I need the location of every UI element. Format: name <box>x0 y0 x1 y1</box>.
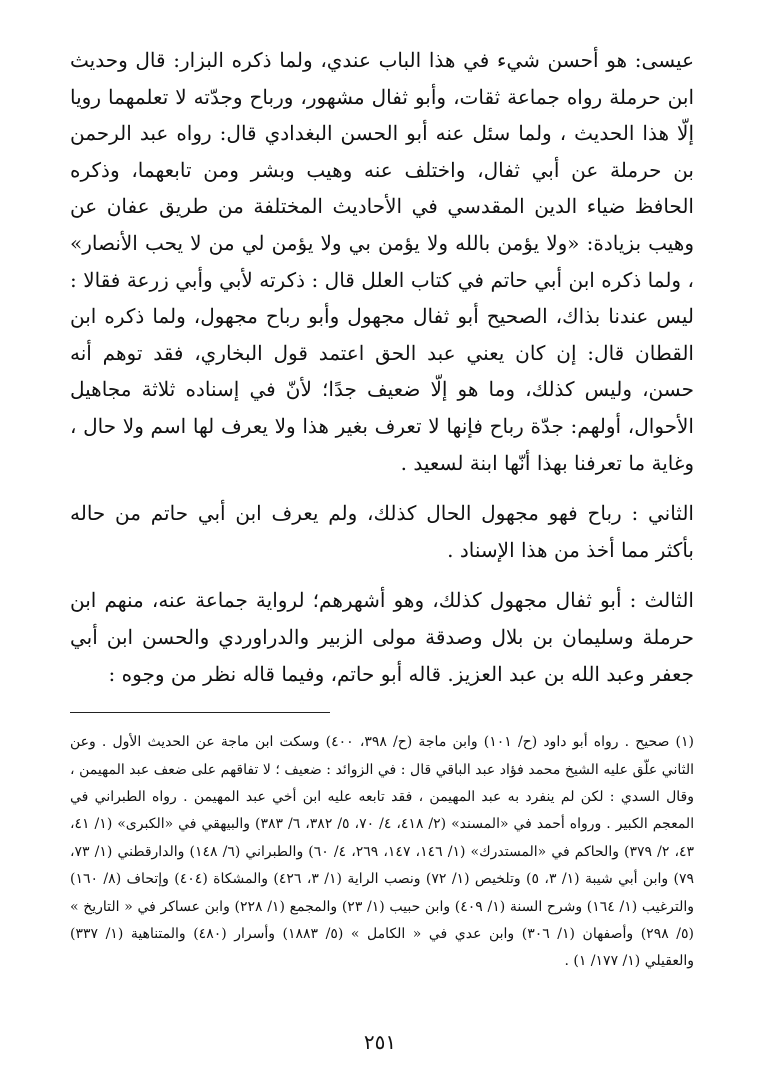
main-text <box>70 42 694 692</box>
footnote-divider <box>70 712 330 713</box>
page-number: ٢٥١ <box>363 1030 397 1054</box>
footnote-text: (١) صحيح . رواه أبو داود (ح/ ١٠١) وابن ماجة (ح/ ٣٩٨، ٤٠٠) وسكت ابن ماجة عن الحديث الأول . وعن الثاني علّق عليه الشيخ محمد فؤاد عبد الباقي قال : في الزوائد : ضعيف ؛ لا تفاقهم على ضعف عبد المهيمن ، وقال السدي : لكن لم ينفرد به عبد المهيمن ، فقد تابعه عليه ابن أخي عبد المهيمن . رواه الطبراني في المعجم الكبير . ورواه أحمد في «المسند» (٢/ ٤١٨، ٤/ ٧٠، ٥/ ٣٨٢، ٦/ ٣٨٣) والبيهقي في «الكبرى» (١/ ٤١، ٤٣، ٢/ ٣٧٩) والحاكم في «المستدرك» (١/ ١٤٦، ١٤٧، ٢٦٩، ٤/ ٦٠) والطبراني (٦/ ١٤٨) والدارقطني (١/ ٧٣، ٧٩) وابن أبي شيبة (١/ ٣، ٥) وتلخيص (١/ ٧٢) ونصب الراية (١/ ٣، ٤٢٦) والمشكاة (٤٠٤) وإتحاف (٨/ ١٦٠) والترغيب (١/ ١٦٤) وشرح السنة (١/ ٤٠٩) وابن حبيب (١/ ٢٣) والمجمع (١/ ٢٢٨) وابن عساكر في « التاريخ » (٥/ ٢٩٨) وأصفهان (١/ ٣٠٦) وابن عدي في « الكامل » (٥/ ١٨٨٣) وأسرار (٤٨٠) والمتناهية (١/ ٣٣٧) والعقيلي (١/ ١٧٧/ ١) . <box>70 734 695 970</box>
paragraph-third: الثالث : أبو ثفال مجهول كذلك، وهو أشهرهم؛ لرواية جماعة عنه، منهم ابن حرملة وسليمان بن بلال وصدقة مولى الزبير والدراوردي والحسن ابن أبي جعفر وعبد الله بن عبد العزيز. قاله أبو حاتم، وفيما قاله نظر من وجوه : <box>70 588 694 686</box>
paragraph-isa: عيسى: هو أحسن شيء في هذا الباب عندي، ولما ذكره البزار: قال وحديث ابن حرملة رواه جماعة ثقات، وأبو ثفال مشهور، ورباح وجدّته لا تعلمهما رويا إلّا هذا الحديث ، ولما سئل عنه أبو الحسن البغدادي قال: رواه عبد الرحمن بن حرملة عن أبي ثفال، واختلف عنه وهيب وبشر ومن تابعهما، وذكره الحافظ ضياء الدين المقدسي في الأحاديث المختلفة من طريق عفان عن وهيب بزيادة: «ولا يؤمن بالله ولا يؤمن بي ولا يؤمن لي من لا يحب الأنصار» ، ولما ذكره ابن أبي حاتم في كتاب العلل قال : ذكرته لأبي وأبي زرعة فقالا : ليس عندنا بذاك، الصحيح أبو ثفال مجهول وأبو رباح مجهول، ولما ذكره ابن القطان قال: إن كان يعني عبد الحق اعتمد قول البخاري، فقد توهم أنه حسن، وليس كذلك، وما هو إلّا ضعيف جدًا؛ لأنّ في إسناده ثلاثة مجاهيل الأحوال، أولهم: جدّة رباح فإنها لا تعرف بغير هذا ولا يعرف لها اسم ولا حال ، وغاية ما تعرفنا بهذا أنّها ابنة لسعيد . <box>70 48 694 475</box>
paragraph-second: الثاني : رباح فهو مجهول الحال كذلك، ولم يعرف ابن أبي حاتم من حاله بأكثر مما أخذ من هذا الإسناد . <box>70 501 694 562</box>
